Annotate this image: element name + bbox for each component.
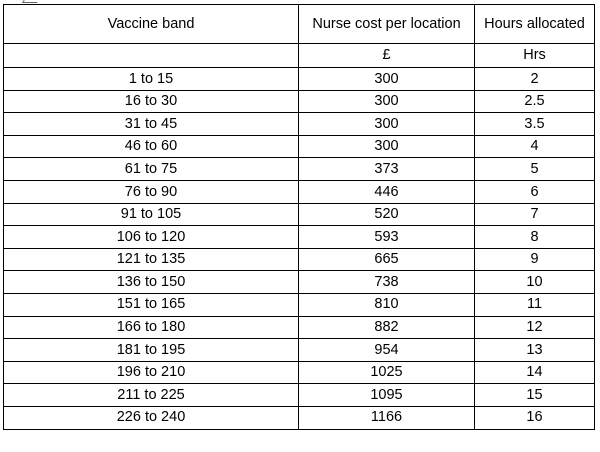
cell-hours-allocated: 12 — [475, 316, 595, 339]
cell-hours-allocated: 3.5 — [475, 113, 595, 136]
cell-nurse-cost: 1095 — [299, 384, 475, 407]
cell-nurse-cost: 665 — [299, 248, 475, 271]
cell-vaccine-band: 31 to 45 — [4, 113, 299, 136]
cell-vaccine-band: 16 to 30 — [4, 90, 299, 113]
cell-vaccine-band: 46 to 60 — [4, 135, 299, 158]
table-row — [4, 203, 595, 226]
unit-hours-allocated: Hrs — [475, 44, 595, 68]
cell-vaccine-band: 136 to 150 — [4, 271, 299, 294]
cell-vaccine-band: 1 to 15 — [4, 68, 299, 91]
cell-nurse-cost: 373 — [299, 158, 475, 181]
cell-hours-allocated: 4 — [475, 135, 595, 158]
table-row — [4, 158, 595, 181]
cell-nurse-cost: 446 — [299, 180, 475, 203]
cell-hours-allocated: 8 — [475, 226, 595, 249]
table-row — [4, 316, 595, 339]
cell-hours-allocated: 2 — [475, 68, 595, 91]
unit-nurse-cost: £ — [299, 44, 475, 68]
cell-vaccine-band: 196 to 210 — [4, 361, 299, 384]
table-row — [4, 293, 595, 316]
cell-hours-allocated: 13 — [475, 339, 595, 362]
table-row — [4, 90, 595, 113]
cell-nurse-cost: 593 — [299, 226, 475, 249]
table-body — [4, 5, 595, 430]
cell-nurse-cost: 300 — [299, 90, 475, 113]
cell-nurse-cost: 1025 — [299, 361, 475, 384]
cell-nurse-cost: 300 — [299, 113, 475, 136]
unit-vaccine-band — [4, 44, 299, 68]
cell-nurse-cost: 520 — [299, 203, 475, 226]
table-row — [4, 135, 595, 158]
cell-vaccine-band: 181 to 195 — [4, 339, 299, 362]
cell-hours-allocated: 16 — [475, 406, 595, 429]
cell-hours-allocated: 14 — [475, 361, 595, 384]
table-row — [4, 68, 595, 91]
table-row — [4, 361, 595, 384]
cell-hours-allocated: 6 — [475, 180, 595, 203]
table-row — [4, 226, 595, 249]
cropped-fragment-mark — [22, 0, 41, 3]
cell-hours-allocated: 15 — [475, 384, 595, 407]
cell-vaccine-band: 226 to 240 — [4, 406, 299, 429]
cell-nurse-cost: 954 — [299, 339, 475, 362]
units-row — [4, 44, 595, 68]
table-row — [4, 384, 595, 407]
header-nurse-cost: Nurse cost per location — [299, 5, 475, 44]
table-row — [4, 271, 595, 294]
cell-nurse-cost: 738 — [299, 271, 475, 294]
cell-hours-allocated: 7 — [475, 203, 595, 226]
table-row — [4, 406, 595, 429]
cell-vaccine-band: 61 to 75 — [4, 158, 299, 181]
table-row — [4, 113, 595, 136]
header-hours-allocated: Hours allocated — [475, 5, 595, 44]
cell-vaccine-band: 91 to 105 — [4, 203, 299, 226]
cell-nurse-cost: 1166 — [299, 406, 475, 429]
cell-nurse-cost: 300 — [299, 68, 475, 91]
cell-vaccine-band: 106 to 120 — [4, 226, 299, 249]
cell-nurse-cost: 882 — [299, 316, 475, 339]
table-row — [4, 248, 595, 271]
cell-hours-allocated: 10 — [475, 271, 595, 294]
header-row — [4, 5, 595, 44]
cell-vaccine-band: 166 to 180 — [4, 316, 299, 339]
table-row — [4, 339, 595, 362]
cell-hours-allocated: 9 — [475, 248, 595, 271]
vaccine-band-cost-table — [3, 4, 595, 430]
header-vaccine-band: Vaccine band — [4, 5, 299, 44]
cell-vaccine-band: 121 to 135 — [4, 248, 299, 271]
cell-hours-allocated: 11 — [475, 293, 595, 316]
cell-nurse-cost: 300 — [299, 135, 475, 158]
cell-nurse-cost: 810 — [299, 293, 475, 316]
cell-vaccine-band: 76 to 90 — [4, 180, 299, 203]
cell-hours-allocated: 2.5 — [475, 90, 595, 113]
cell-vaccine-band: 211 to 225 — [4, 384, 299, 407]
cell-vaccine-band: 151 to 165 — [4, 293, 299, 316]
cell-hours-allocated: 5 — [475, 158, 595, 181]
table-row — [4, 180, 595, 203]
